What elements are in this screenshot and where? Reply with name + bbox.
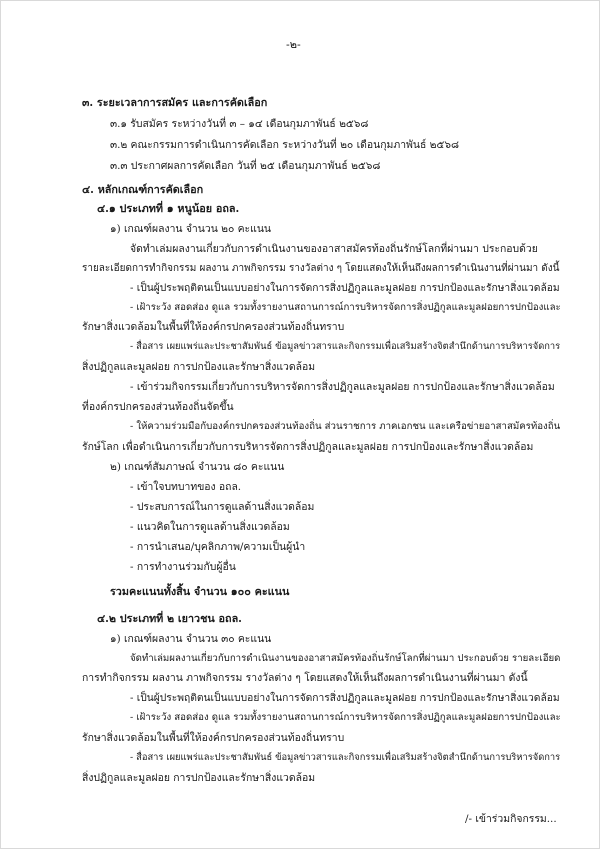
continuation-text: /- เข้าร่วมกิจกรรม... <box>465 813 557 825</box>
total-score: รวมคะแนนทั้งสิ้น จำนวน ๑๐๐ คะแนน <box>110 585 290 598</box>
bullet-line: - เป็นผู้ประพฤติตนเป็นแบบอย่างในการจัดการสิ่งปฏิกูลและมูลฝอย การปกป้องและรักษาสิ่งแวดล้อม <box>130 282 560 294</box>
page-number: -๒- <box>286 38 301 51</box>
criteria-2-interview: ๒) เกณฑ์สัมภาษณ์ จำนวน ๘๐ คะแนน <box>110 461 285 473</box>
section-3-heading: ๓. ระยะเวลาการสมัคร และการคัดเลือก <box>82 96 268 109</box>
bullet-line: - เฝ้าระวัง สอดส่อง ดูแล รวมทั้งรายงานสถานการณ์การบริหารจัดการสิ่งปฏิกูลและมูลฝอยการปกป้องและ <box>130 302 561 313</box>
paragraph-line: รักษาสิ่งแวดล้อมในพื้นที่ให้องค์กรปกครองส่วนท้องถิ่นทราบ <box>82 732 345 744</box>
bullet-line: - แนวคิดในการดูแลด้านสิ่งแวดล้อม <box>130 521 290 533</box>
bullet-line: - สื่อสาร เผยแพร่และประชาสัมพันธ์ ข้อมูลข่าวสารและกิจกรรมเพื่อเสริมสร้างจิตสำนึกด้านการบริหารจัดการ <box>130 341 561 352</box>
section-4-2-heading: ๔.๒ ประเภทที่ ๒ เยาวชน อถล. <box>97 612 242 625</box>
paragraph-line: รักษ์โลก เพื่อดำเนินการเกี่ยวกับการบริหารจัดการสิ่งปฏิกูลและมูลฝอย การปกป้องและรักษาสิ่งแวดล้อม <box>82 441 534 453</box>
paragraph-line: สิ่งปฏิกูลและมูลฝอย การปกป้องและรักษาสิ่งแวดล้อม <box>82 772 316 784</box>
section-3-1: ๓.๑ รับสมัคร ระหว่างวันที่ ๓ – ๑๔ เดือนกุมภาพันธ์ ๒๕๖๘ <box>110 118 369 130</box>
criteria-1-portfolio: ๑) เกณฑ์ผลงาน จำนวน ๓๐ คะแนน <box>110 633 272 645</box>
paragraph-line: การทำกิจกรรม ผลงาน ภาพกิจกรรม รางวัลต่าง ๆ โดยแสดงให้เห็นถึงผลการดำเนินงานที่ผ่านมา ดังนี้ <box>82 672 528 684</box>
paragraph-line: ที่องค์กรปกครองส่วนท้องถิ่นจัดขึ้น <box>82 401 234 413</box>
section-4-1-heading: ๔.๑ ประเภทที่ ๑ หนูน้อย อถล. <box>97 202 240 215</box>
bullet-line: - การทำงานร่วมกับผู้อื่น <box>130 561 236 573</box>
section-4-heading: ๔. หลักเกณฑ์การคัดเลือก <box>82 183 204 196</box>
bullet-line: - ประสบการณ์ในการดูแลด้านสิ่งแวดล้อม <box>130 501 315 513</box>
paragraph-line: สิ่งปฏิกูลและมูลฝอย การปกป้องและรักษาสิ่งแวดล้อม <box>82 361 316 373</box>
section-3-3: ๓.๓ ประกาศผลการคัดเลือก วันที่ ๒๕ เดือนกุมภาพันธ์ ๒๕๖๘ <box>110 160 381 172</box>
section-3-2: ๓.๒ คณะกรรมการดำเนินการคัดเลือก ระหว่างวันที่ ๒๐ เดือนกุมภาพันธ์ ๒๕๖๘ <box>110 139 459 151</box>
paragraph-line: จัดทำเล่มผลงานเกี่ยวกับการดำเนินงานของอาสาสมัครท้องถิ่นรักษ์โลกที่ผ่านมา ประกอบด้วย <box>130 243 538 255</box>
bullet-line: - สื่อสาร เผยแพร่และประชาสัมพันธ์ ข้อมูลข่าวสารและกิจกรรมเพื่อเสริมสร้างจิตสำนึกด้านการบริหารจัดการ <box>130 752 561 763</box>
bullet-line: - เข้าร่วมกิจกรรมเกี่ยวกับการบริหารจัดการสิ่งปฏิกูลและมูลฝอย การปกป้องและรักษาสิ่งแวดล้อม <box>130 381 555 393</box>
paragraph-line: รายละเอียดการทำกิจกรรม ผลงาน ภาพกิจกรรม รางวัลต่าง ๆ โดยแสดงให้เห็นถึงผลการดำเนินงานที่ผ่านมา ดังนี้ <box>82 263 560 274</box>
bullet-line: - ให้ความร่วมมือกับองค์กรปกครองส่วนท้องถิ่น ส่วนราชการ ภาคเอกชน และเครือข่ายอาสาสมัครท้องถิ่น <box>130 421 561 432</box>
paragraph-line: จัดทำเล่มผลงานเกี่ยวกับการดำเนินงานของอาสาสมัครท้องถิ่นรักษ์โลกที่ผ่านมา ประกอบด้วย รายละเอียด <box>130 653 561 664</box>
bullet-line: - เข้าใจบทบาทของ อถล. <box>130 481 242 493</box>
bullet-line: - เฝ้าระวัง สอดส่อง ดูแล รวมทั้งรายงานสถานการณ์การบริหารจัดการสิ่งปฏิกูลและมูลฝอยการปกป้องและ <box>130 712 561 723</box>
criteria-1-portfolio: ๑) เกณฑ์ผลงาน จำนวน ๒๐ คะแนน <box>110 223 272 235</box>
bullet-line: - การนำเสนอ/บุคลิกภาพ/ความเป็นผู้นำ <box>130 541 306 553</box>
paragraph-line: รักษาสิ่งแวดล้อมในพื้นที่ให้องค์กรปกครองส่วนท้องถิ่นทราบ <box>82 321 345 333</box>
bullet-line: - เป็นผู้ประพฤติตนเป็นแบบอย่างในการจัดการสิ่งปฏิกูลและมูลฝอย การปกป้องและรักษาสิ่งแวดล้อม <box>130 692 560 704</box>
